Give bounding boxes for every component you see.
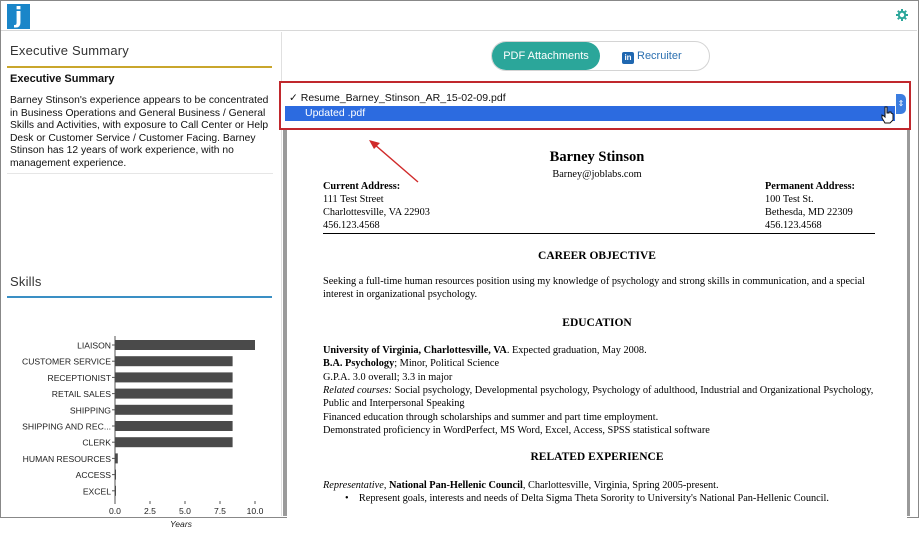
education-financed: Financed education through scholarships and summer and part time employment. xyxy=(323,412,659,423)
x-axis-label: Years xyxy=(170,519,192,529)
gear-icon[interactable] xyxy=(895,9,909,23)
permanent-address-line: 456.123.4568 xyxy=(765,220,822,231)
heading-education: EDUCATION xyxy=(562,317,632,329)
current-address-line: Charlottesville, VA 22903 xyxy=(323,207,430,218)
current-address-line: 456.123.4568 xyxy=(323,220,380,231)
y-tick-label: EXCEL xyxy=(82,486,111,497)
executive-summary-subtitle: Executive Summary xyxy=(10,73,115,85)
skills-chart xyxy=(7,300,277,536)
degree-name: B.A. Psychology xyxy=(323,358,395,369)
bar xyxy=(115,405,233,415)
education-degree xyxy=(323,357,499,370)
related-bullet-text: Represent goals, interests and needs of Delta Sigma Theta Sorority to University's National Pan-Hellenic Council. xyxy=(358,493,829,504)
executive-summary-divider xyxy=(7,66,272,68)
y-tick-label: ACCESS xyxy=(75,470,111,481)
x-tick-label: 5.0 xyxy=(179,506,191,516)
related-entry: Representative, National Pan-Hellenic Council, Charlottesville, Virginia, Spring 2005-present. xyxy=(323,480,719,491)
permanent-address-label: Permanent Address: xyxy=(765,181,855,192)
related-bullet: • Represent goals, interests and needs of Delta Sigma Theta Sorority to University's National Pan-Hellenic Council. xyxy=(345,493,829,504)
dropdown-arrows-icon[interactable]: ⇕ xyxy=(896,94,906,114)
y-tick-label: LIAISON xyxy=(77,340,111,351)
skills-divider xyxy=(7,296,272,298)
y-tick-label: SHIPPING AND REC... xyxy=(22,421,111,432)
top-bar xyxy=(1,1,917,31)
courses-list: Social psychology, Developmental psychology, Psychology of adulthood, Industrial and Organizational Psychology, Public and Interpersonal Speaking xyxy=(323,385,874,410)
current-address-label: Current Address: xyxy=(323,181,401,192)
left-panel xyxy=(1,32,282,529)
bar xyxy=(115,421,233,431)
permanent-address-line: 100 Test St. xyxy=(765,194,814,205)
education-gpa: G.P.A. 3.0 overall; 3.3 in major xyxy=(323,372,453,383)
school-name: University of Virginia, Charlottesville, VA xyxy=(323,345,507,356)
bar xyxy=(115,340,255,350)
x-tick-label: 10.0 xyxy=(246,506,264,516)
y-tick-label: RECEPTIONIST xyxy=(47,372,111,383)
y-tick-label: CUSTOMER SERVICE xyxy=(22,356,111,367)
x-tick-label: 2.5 xyxy=(144,506,156,516)
y-tick-label: RETAIL SALES xyxy=(51,389,111,400)
education-courses xyxy=(323,384,879,411)
bar xyxy=(115,437,233,447)
hand-cursor-icon xyxy=(880,106,896,128)
education-school xyxy=(323,344,647,357)
related-detail: , Charlottesville, Virginia, Spring 2005-present. xyxy=(522,480,719,491)
bar xyxy=(115,389,233,399)
resume-email: Barney@joblabs.com xyxy=(552,169,642,180)
skills-title: Skills xyxy=(10,274,42,289)
resume-name: Barney Stinson xyxy=(549,149,645,165)
bar xyxy=(115,470,116,480)
header-rule xyxy=(323,233,875,234)
current-address-line: 111 Test Street xyxy=(323,194,384,205)
x-tick-label: 0.0 xyxy=(109,506,121,516)
executive-summary-text: Barney Stinson's experience appears to be concentrated in Business Operations and General Business / General Skills and Activities, with exposure to Call Center or Help Desk or Customer Service / Customer Facing. Barney Stinson has 12 years of work experience, with no management experience. xyxy=(10,95,269,169)
bar xyxy=(115,372,233,382)
view-toggle xyxy=(491,41,710,71)
annotation-arrow xyxy=(360,132,430,192)
y-tick-label: HUMAN RESOURCES xyxy=(22,453,111,464)
school-detail: . Expected graduation, May 2008. xyxy=(506,345,647,356)
bar xyxy=(115,486,116,496)
selected-check-icon: ✓ xyxy=(289,92,298,104)
courses-label: Related courses: xyxy=(323,385,392,396)
heading-related-experience: RELATED EXPERIENCE xyxy=(530,451,664,463)
bar xyxy=(115,453,118,463)
attachment-options xyxy=(285,90,905,121)
y-tick-label: SHIPPING xyxy=(69,405,111,416)
y-tick-label: CLERK xyxy=(82,437,111,448)
attachment-option[interactable] xyxy=(289,92,506,104)
permanent-address-line: Bethesda, MD 22309 xyxy=(765,207,853,218)
education-proficiency: Demonstrated proficiency in WordPerfect, MS Word, Excel, Access, SPSS statistical software xyxy=(323,425,710,436)
related-org: National Pan-Hellenic Council xyxy=(388,480,523,491)
executive-summary-title: Executive Summary xyxy=(10,43,129,58)
tab-recruiter-label: Recruiter xyxy=(637,50,682,62)
attachment-option-label: Resume_Barney_Stinson_AR_15-02-09.pdf xyxy=(300,92,506,104)
degree-detail: ; Minor, Political Science xyxy=(394,358,500,369)
tab-pdf-attachments[interactable]: PDF Attachments xyxy=(492,42,600,70)
attachment-select[interactable] xyxy=(279,81,911,130)
tab-recruiter[interactable] xyxy=(622,42,682,70)
related-role: Representative xyxy=(323,480,384,491)
bar xyxy=(115,356,233,366)
x-tick-label: 7.5 xyxy=(214,506,226,516)
heading-career-objective: CAREER OBJECTIVE xyxy=(538,250,656,262)
objective-text: Seeking a full-time human resources position using my knowledge of psychology and strong skills in communication, and a special interest in organizational psychology. xyxy=(323,276,865,301)
linkedin-icon: in xyxy=(622,52,634,64)
attachment-option-highlighted[interactable]: Updated .pdf xyxy=(285,106,895,121)
joblabs-logo[interactable]: j xyxy=(7,4,30,29)
